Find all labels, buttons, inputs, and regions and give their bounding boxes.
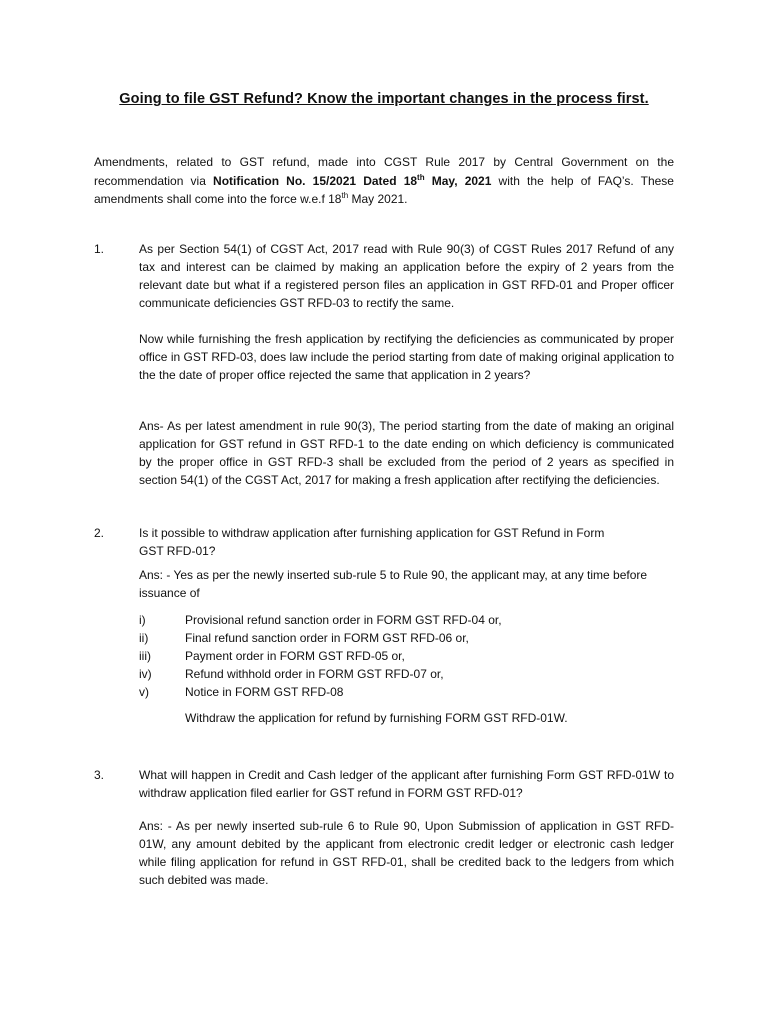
intro-sup: th (341, 191, 349, 200)
q2-number: 2. (94, 526, 105, 540)
q3-answer: Ans: - As per newly inserted sub-rule 6 to Rule 90, Upon Submission of application in GST RFD-01W, any amount debited by the applicant from electronic credit ledger or electronic cash ledger while filing application for refund in GST RFD-01, shall be credited back to the ledgers from which such debited was made. (139, 819, 674, 887)
intro-paragraph (94, 153, 674, 209)
q2-item-label: i) (139, 613, 146, 627)
q2-answer: Ans: - Yes as per the newly inserted sub-rule 5 to Rule 90, the applicant may, at any time before issuance of (139, 568, 648, 600)
q1-paragraph: As per Section 54(1) of CGST Act, 2017 read with Rule 90(3) of CGST Rules 2017 Refund of any tax and interest can be claimed by making an application before the expiry of 2 years from the relevant date but what if a registered person files an application in GST RFD-01 and Proper officer communicate deficiencies GST RFD-03 to rectify the same. (139, 242, 674, 310)
q2-item-label: iv) (139, 667, 152, 681)
q2-item-text: Payment order in FORM GST RFD-05 or, (185, 649, 405, 663)
intro-text-3: May 2021. (348, 192, 408, 206)
page-title: Going to file GST Refund? Know the important changes in the process first. (119, 91, 649, 107)
q1-number: 1. (94, 242, 105, 256)
intro-text-1: Amendments, related to GST refund, made into CGST Rule 2017 by Central Government on the recommendation via (94, 155, 674, 188)
q1-question: Now while furnishing the fresh application by rectifying the deficiencies as communicated by proper office in GST RFD-03, does law include the period starting from date of making original application to the the date of proper office rejected the same that application in 2 years? (139, 332, 674, 382)
q2-item-label: v) (139, 685, 149, 699)
q2-closing: Withdraw the application for refund by furnishing FORM GST RFD-01W. (185, 711, 568, 725)
intro-text-2: with the help of FAQ’s. These amendments shall come into the force w.e.f 18 (94, 173, 674, 206)
q2-item-text: Provisional refund sanction order in FORM GST RFD-04 or, (185, 613, 502, 627)
q3-number: 3. (94, 768, 105, 782)
q1-answer: Ans- As per latest amendment in rule 90(3), The period starting from the date of making an original application for GST refund in GST RFD-1 to the date ending on which deficiency is communicated by the proper office in GST RFD-3 shall be excluded from the period of 2 years as specified in section 54(1) of the CGST Act, 2017 for making a fresh application after rectifying the deficiencies. (139, 419, 674, 487)
q2-item-text: Notice in FORM GST RFD-08 (185, 685, 344, 699)
q2-item-label: iii) (139, 649, 151, 663)
q2-question: Is it possible to withdraw application after furnishing application for GST Refund in Form GST RFD-01? (139, 526, 605, 558)
notification-ref: Notification No. 15/2021 Dated 18th May, 2021 (213, 172, 492, 188)
q3-question: What will happen in Credit and Cash ledger of the applicant after furnishing Form GST RFD-01W to withdraw application filed earlier for GST refund in FORM GST RFD-01? (139, 768, 674, 800)
q2-item-text: Refund withhold order in FORM GST RFD-07 or, (185, 667, 444, 681)
q2-item-label: ii) (139, 631, 149, 645)
q2-item-text: Final refund sanction order in FORM GST RFD-06 or, (185, 631, 469, 645)
